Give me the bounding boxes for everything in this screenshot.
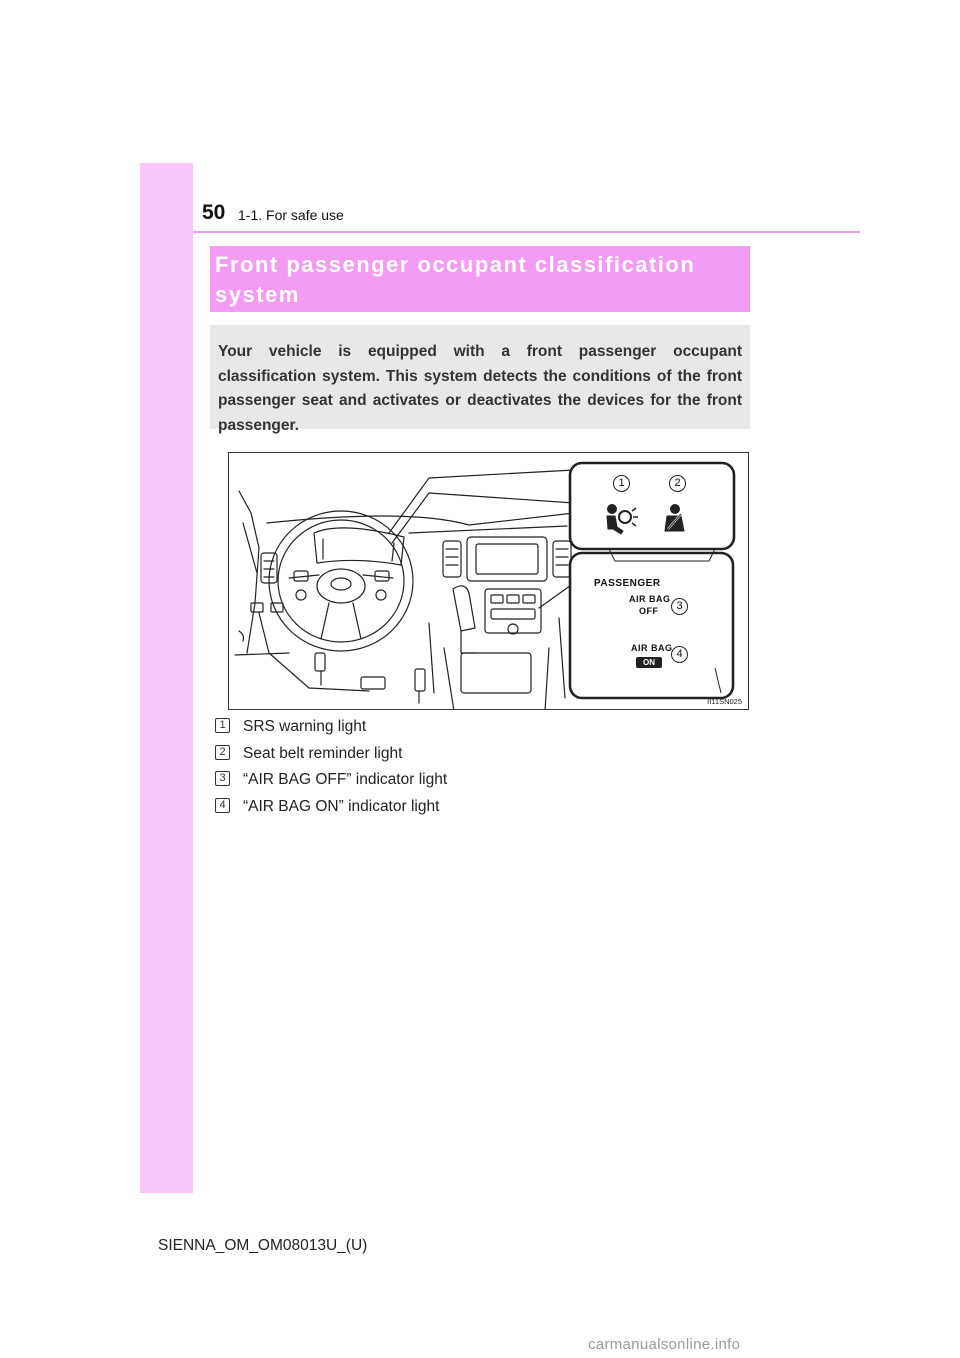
legend-number: 1 — [215, 718, 230, 733]
document-footer: SIENNA_OM_OM08013U_(U) — [158, 1237, 368, 1254]
legend-text: “AIR BAG ON” indicator light — [243, 797, 440, 815]
legend-text: “AIR BAG OFF” indicator light — [243, 771, 448, 788]
callout-number-2: 2 — [669, 475, 686, 492]
airbag-on-badge: ON — [636, 657, 662, 668]
side-tab-band — [140, 163, 193, 1193]
watermark-link[interactable]: carmanualsonline.info — [588, 1336, 741, 1353]
airbag-on-label: AIR BAG — [631, 643, 673, 653]
page-title: Front passenger occupant classification system — [215, 252, 696, 307]
legend-text: SRS warning light — [243, 718, 367, 735]
title-banner — [210, 246, 750, 312]
page-number: 50 — [202, 201, 226, 224]
legend-text: Seat belt reminder light — [243, 744, 403, 762]
legend-number: 4 — [215, 798, 230, 813]
callout-number-3: 3 — [671, 598, 688, 615]
header-rule — [193, 231, 860, 233]
intro-box — [210, 325, 750, 434]
callout-number-4: 4 — [671, 646, 688, 663]
dashboard-drawing — [229, 453, 749, 710]
figure-code: II11SN025 — [707, 697, 742, 706]
dashboard-illustration — [228, 452, 749, 710]
airbag-off-label-top: AIR BAG — [629, 594, 671, 604]
callout-number-1: 1 — [613, 475, 630, 492]
passenger-label: PASSENGER — [594, 578, 661, 589]
airbag-off-label-bottom: OFF — [639, 606, 659, 616]
section-label: 1-1. For safe use — [238, 207, 344, 223]
legend-number: 3 — [215, 771, 230, 786]
legend-number: 2 — [215, 745, 230, 760]
intro-text: Your vehicle is equipped with a front passenger occupant classification system. This system detects the conditions of the front passenger seat and activates or deactivates the devices for the front passenger. — [218, 343, 742, 434]
